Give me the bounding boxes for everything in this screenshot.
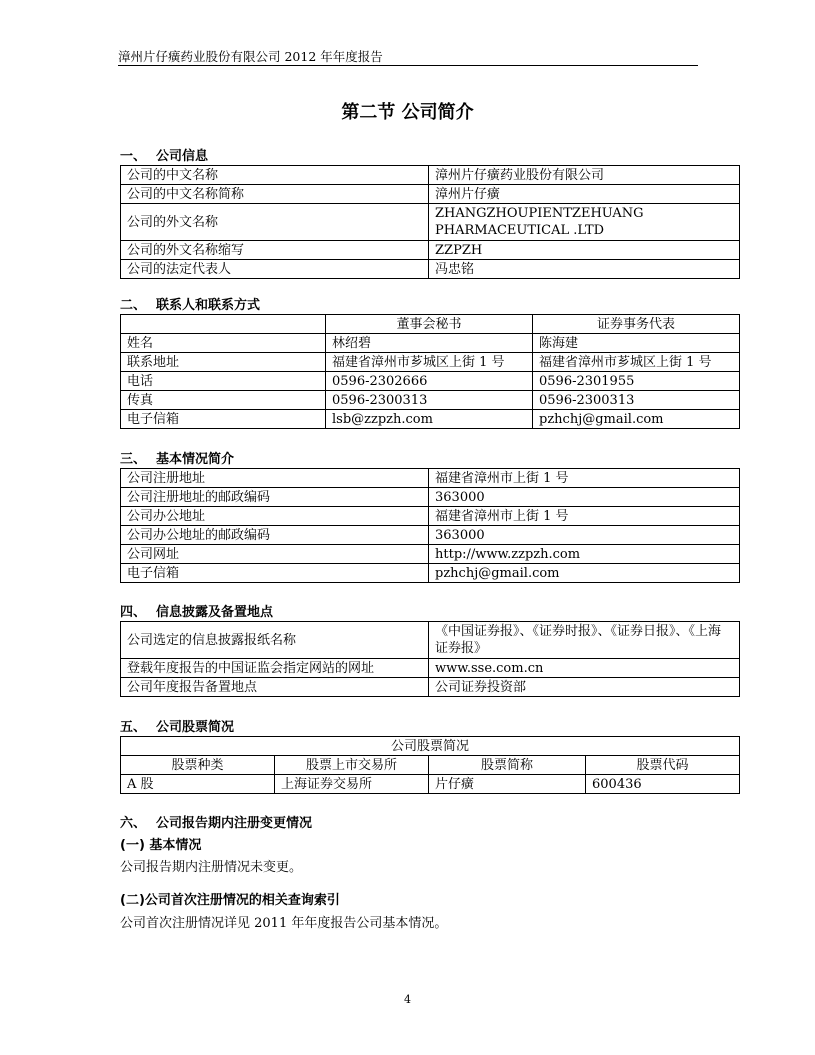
subsection-heading: (二)公司首次注册情况的相关查询索引 <box>120 893 340 908</box>
table-row <box>121 372 740 391</box>
table-row <box>121 469 740 488</box>
table-row <box>121 353 740 372</box>
table-cell: 公司的法定代表人 <box>121 260 429 279</box>
table-cell: 电子信箱 <box>121 410 326 429</box>
table-cell: 0596-2300313 <box>326 391 533 410</box>
table-cell: ZZPZH <box>429 241 740 260</box>
table-row <box>121 391 740 410</box>
table-header-cell <box>121 315 326 334</box>
table-row <box>121 526 740 545</box>
table-cell: 冯忠铭 <box>429 260 740 279</box>
section-heading-contacts <box>120 294 260 313</box>
table-cell: 公司网址 <box>121 545 429 564</box>
basic-info-table <box>120 468 740 583</box>
section-title: 联系人和联系方式 <box>156 298 261 313</box>
page-number: 4 <box>404 993 411 1006</box>
section-number: 五、 <box>120 720 147 735</box>
table-header-cell: 董事会秘书 <box>326 315 533 334</box>
table-cell: ZHANGZHOUPIENTZEHUANG PHARMACEUTICAL .LTD <box>429 204 740 241</box>
section-number: 四、 <box>120 605 147 620</box>
table-cell: pzhchj@gmail.com <box>533 410 740 429</box>
running-header: 漳州片仔癀药业股份有限公司 2012 年年度报告 <box>118 49 383 64</box>
table-cell: 0596-2302666 <box>326 372 533 391</box>
section-number: 二、 <box>120 298 147 313</box>
table-cell: 363000 <box>429 488 740 507</box>
table-cell: 公司的外文名称缩写 <box>121 241 429 260</box>
table-cell: 0596-2300313 <box>533 391 740 410</box>
contacts-table <box>120 314 740 429</box>
table-row <box>121 334 740 353</box>
section-title: 信息披露及备置地点 <box>156 605 274 620</box>
table-cell: 传真 <box>121 391 326 410</box>
table-row <box>121 410 740 429</box>
section-number: 六、 <box>120 816 147 831</box>
table-header-row <box>121 315 740 334</box>
table-row <box>121 488 740 507</box>
section-heading-basic-info <box>120 448 234 467</box>
table-cell: 上海证券交易所 <box>275 775 429 794</box>
section-title: 公司报告期内注册变更情况 <box>156 816 313 831</box>
section-heading-stock-info <box>120 716 234 735</box>
table-cell: 林绍碧 <box>326 334 533 353</box>
table-header-cell: 证券事务代表 <box>533 315 740 334</box>
table-cell: 0596-2301955 <box>533 372 740 391</box>
section-title: 公司股票简况 <box>156 720 235 735</box>
table-cell: A 股 <box>121 775 275 794</box>
table-header-row <box>121 756 740 775</box>
table-cell: 公司选定的信息披露报纸名称 <box>121 622 429 659</box>
table-cell: 公司的外文名称 <box>121 204 429 241</box>
table-cell: www.sse.com.cn <box>429 659 740 678</box>
table-row <box>121 507 740 526</box>
table-cell: 姓名 <box>121 334 326 353</box>
stock-info-table <box>120 736 740 794</box>
table-cell: 福建省漳州市上街 1 号 <box>429 469 740 488</box>
table-cell: 公司的中文名称简称 <box>121 185 429 204</box>
table-header-cell: 股票上市交易所 <box>275 756 429 775</box>
table-cell: 公司注册地址的邮政编码 <box>121 488 429 507</box>
table-cell: 电话 <box>121 372 326 391</box>
table-cell: 公司年度报告备置地点 <box>121 678 429 697</box>
table-row <box>121 678 740 697</box>
section-number: 三、 <box>120 452 147 467</box>
table-cell: 公司的中文名称 <box>121 166 429 185</box>
table-cell: 陈海建 <box>533 334 740 353</box>
table-cell: 公司注册地址 <box>121 469 429 488</box>
page-title: 第二节 公司简介 <box>341 102 474 123</box>
section-number: 一、 <box>120 149 147 164</box>
section-heading-disclosure <box>120 601 273 620</box>
table-row <box>121 775 740 794</box>
table-row <box>121 622 740 659</box>
table-cell: 《中国证券报》、《证券时报》、《证券日报》、《上海证券报》 <box>429 622 740 659</box>
section-heading-registration <box>120 812 312 831</box>
subsection-heading: (一) 基本情况 <box>120 838 202 853</box>
table-cell: 福建省漳州市芗城区上街 1 号 <box>326 353 533 372</box>
section-title: 基本情况简介 <box>156 452 235 467</box>
table-cell: http://www.zzpzh.com <box>429 545 740 564</box>
header-rule <box>118 65 698 66</box>
section-title: 公司信息 <box>156 149 209 164</box>
table-cell: 公司办公地址的邮政编码 <box>121 526 429 545</box>
table-cell: 600436 <box>586 775 740 794</box>
table-cell: 联系地址 <box>121 353 326 372</box>
disclosure-table <box>120 621 740 697</box>
table-row <box>121 659 740 678</box>
table-header-cell: 股票简称 <box>429 756 586 775</box>
table-cell: pzhchj@gmail.com <box>429 564 740 583</box>
table-cell: 登载年度报告的中国证监会指定网站的网址 <box>121 659 429 678</box>
table-row <box>121 241 740 260</box>
table-cell: 电子信箱 <box>121 564 429 583</box>
table-caption: 公司股票简况 <box>121 737 740 756</box>
table-cell: 363000 <box>429 526 740 545</box>
table-cell: 漳州片仔癀药业股份有限公司 <box>429 166 740 185</box>
table-caption-row <box>121 737 740 756</box>
table-header-cell: 股票种类 <box>121 756 275 775</box>
company-info-table <box>120 165 740 279</box>
table-row <box>121 185 740 204</box>
table-row <box>121 204 740 241</box>
paragraph: 公司报告期内注册情况未变更。 <box>120 860 303 875</box>
table-cell: 福建省漳州市上街 1 号 <box>429 507 740 526</box>
table-row <box>121 564 740 583</box>
paragraph: 公司首次注册情况详见 2011 年年度报告公司基本情况。 <box>120 916 448 931</box>
table-row <box>121 166 740 185</box>
table-row <box>121 260 740 279</box>
table-cell: lsb@zzpzh.com <box>326 410 533 429</box>
table-cell: 片仔癀 <box>429 775 586 794</box>
table-cell: 公司证券投资部 <box>429 678 740 697</box>
table-cell: 公司办公地址 <box>121 507 429 526</box>
table-cell: 福建省漳州市芗城区上街 1 号 <box>533 353 740 372</box>
table-row <box>121 545 740 564</box>
table-header-cell: 股票代码 <box>586 756 740 775</box>
section-heading-company-info <box>120 145 208 164</box>
table-cell: 漳州片仔癀 <box>429 185 740 204</box>
